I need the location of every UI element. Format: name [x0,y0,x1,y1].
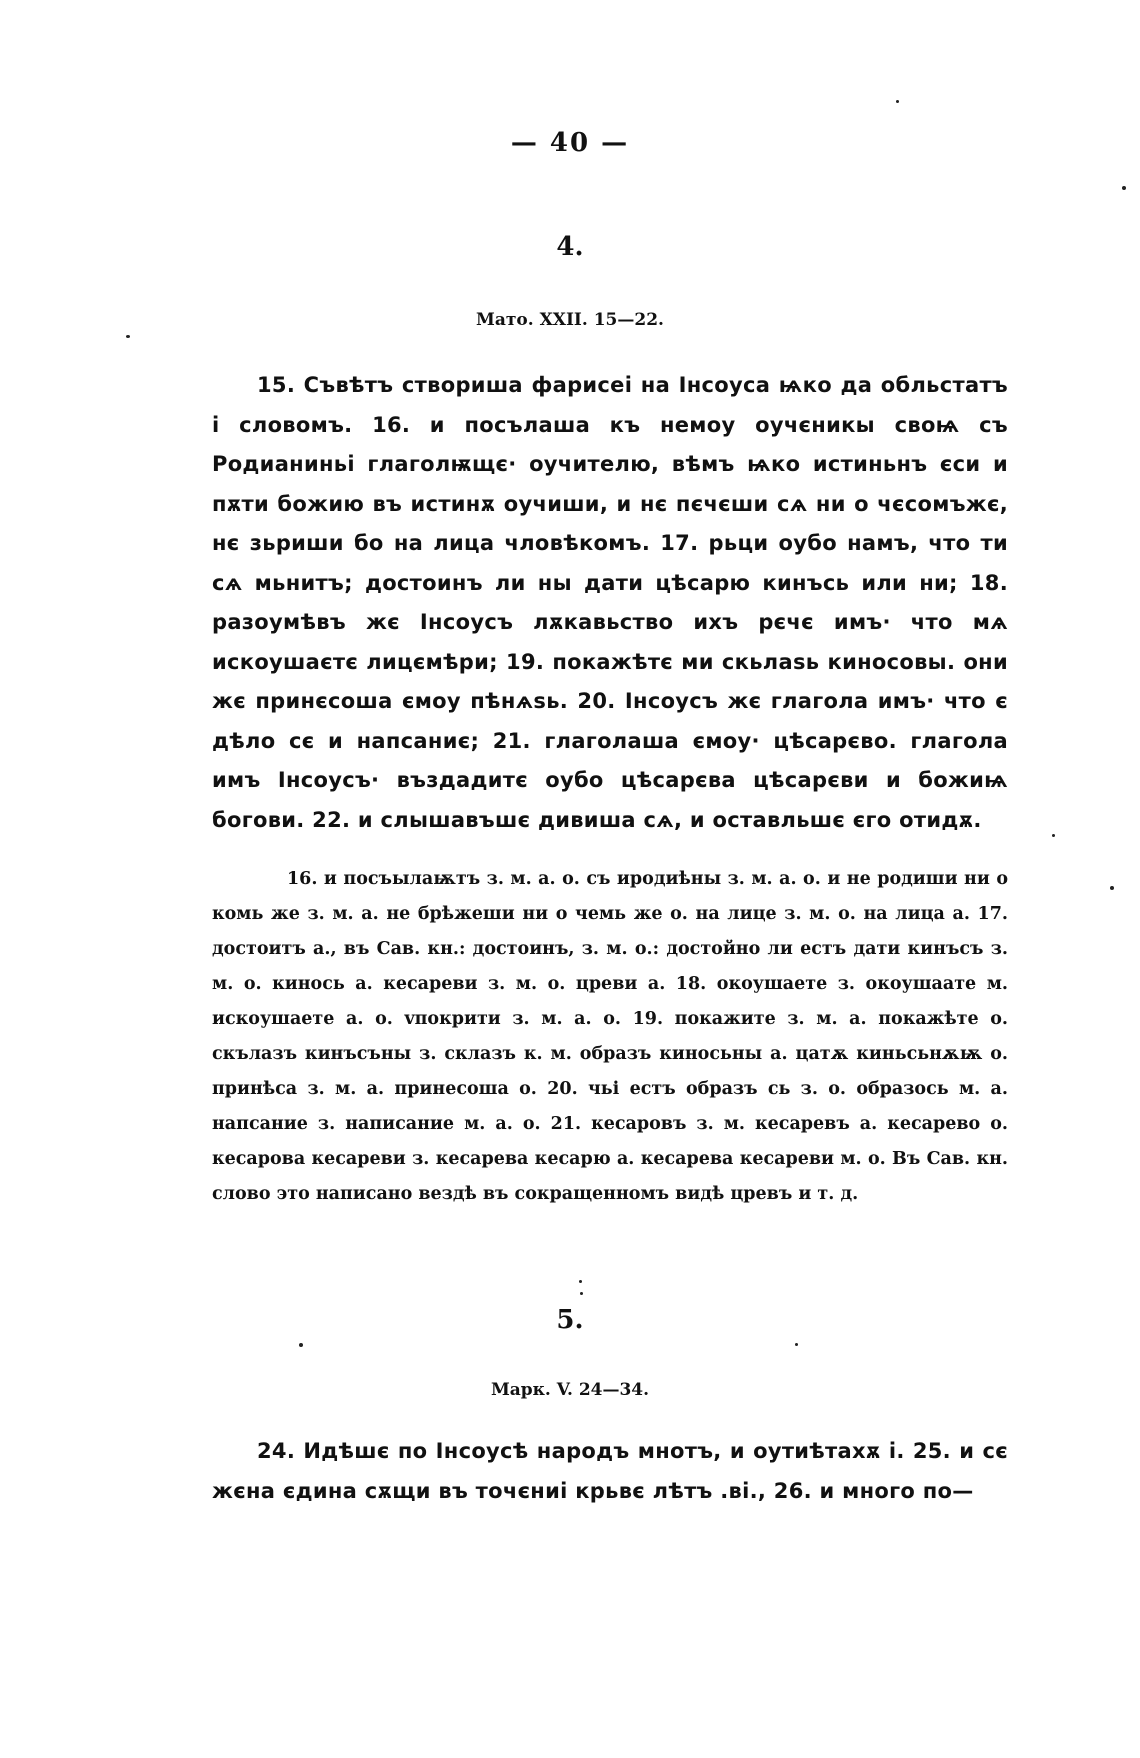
variant-notes: 16. и посъылаѭтъ з. м. а. о. съ иродиѣны з. м. а. о. и не родиши ни о комь же з. м. а. не брѣжеши ни о чемь же о. на лице з. м. о. на лица а. 17. достоитъ а., въ Сав. кн.: достоинъ, з. м. о.: достойно ли естъ дати кинъсъ з. м. о. кинось а. кесареви з. м. о. цреви а. 18. окоушаете з. окоушаате м. искоушаете а. о. vпокрити з. м. а. о. 19. покажите з. м. а. покажѣте о. скълазъ кинъсъны з. склазъ к. м. образъ киносьны а. цатѫ киньсьнѫѭ о. принѣса з. м. а. принесоша о. 20. чьі естъ образъ сь з. о. образось м. а. напсание з. написание м. а. о. 21. кесаровъ з. м. кесаревъ а. кесарево о. кесарова кесареви з. кесарева кесарю а. кесарева кесареви м. о. Въ Сав. кн. слово это написано вездѣ въ сокращенномъ видѣ цревъ и т. д. [212,869,1008,1204]
scan-speck [126,335,130,338]
scripture-text: 15. Съвѣтъ створиша фарисеі на Інсоуса ѩко да обльстатъ і словомъ. 16. и посълаша къ немоу оучєникы своѩ съ Родианиньі глаголѭщє· оучителю, вѣмъ ѩко истиньнъ єси и пѫти божию въ истинѫ оучиши, и нє пєчєши сѧ ни о чєсомъжє, нє зьриши бо на лица чловѣкомъ. 17. рьци оубо намъ, что ти сѧ мьнитъ; достоинъ ли ны дати цѣсарю кинъсь или ни; 18. разоумѣвъ жє Інсоусъ лѫкавьство ихъ рєчє имъ· что мѧ искоушаєтє лицємѣри; 19. покажѣтє ми скьлаѕь киносовы. они жє принєсоша ємоу пѣнѧѕь. 20. Інсоусъ жє глагола имъ· что є дѣло сє и напсаниє; 21. глаголаша ємоу· цѣсарєво. глагола имъ Інсоусъ· въздадитє оубо цѣсарєва цѣсарєви и божиѩ богови. 22. и слышавъшє дивиша сѧ, и оставльшє єго отидѫ. [212,373,1008,832]
scan-speck [896,100,899,103]
scan-speck [1110,886,1114,890]
page-number: — 40 — [510,128,630,158]
scan-speck [579,1280,582,1283]
scan-speck [580,1292,583,1295]
section-number: 5. [556,1305,584,1335]
scan-speck [795,1343,798,1346]
scan-speck [1122,186,1126,190]
section-reference: Мато. XXII. 15—22. [476,310,664,330]
scripture-text: 24. Идѣшє по Інсоусѣ народъ мнотъ, и оутиѣтахѫ і. 25. и сє жєна єдина сѫщи въ точєниі крьвє лѣтъ .ві., 26. и много по— [212,1439,1008,1503]
section-number: 4. [556,232,584,262]
scan-speck [1052,834,1055,837]
scan-speck [299,1343,303,1347]
section-reference: Марк. V. 24—34. [490,1380,650,1400]
